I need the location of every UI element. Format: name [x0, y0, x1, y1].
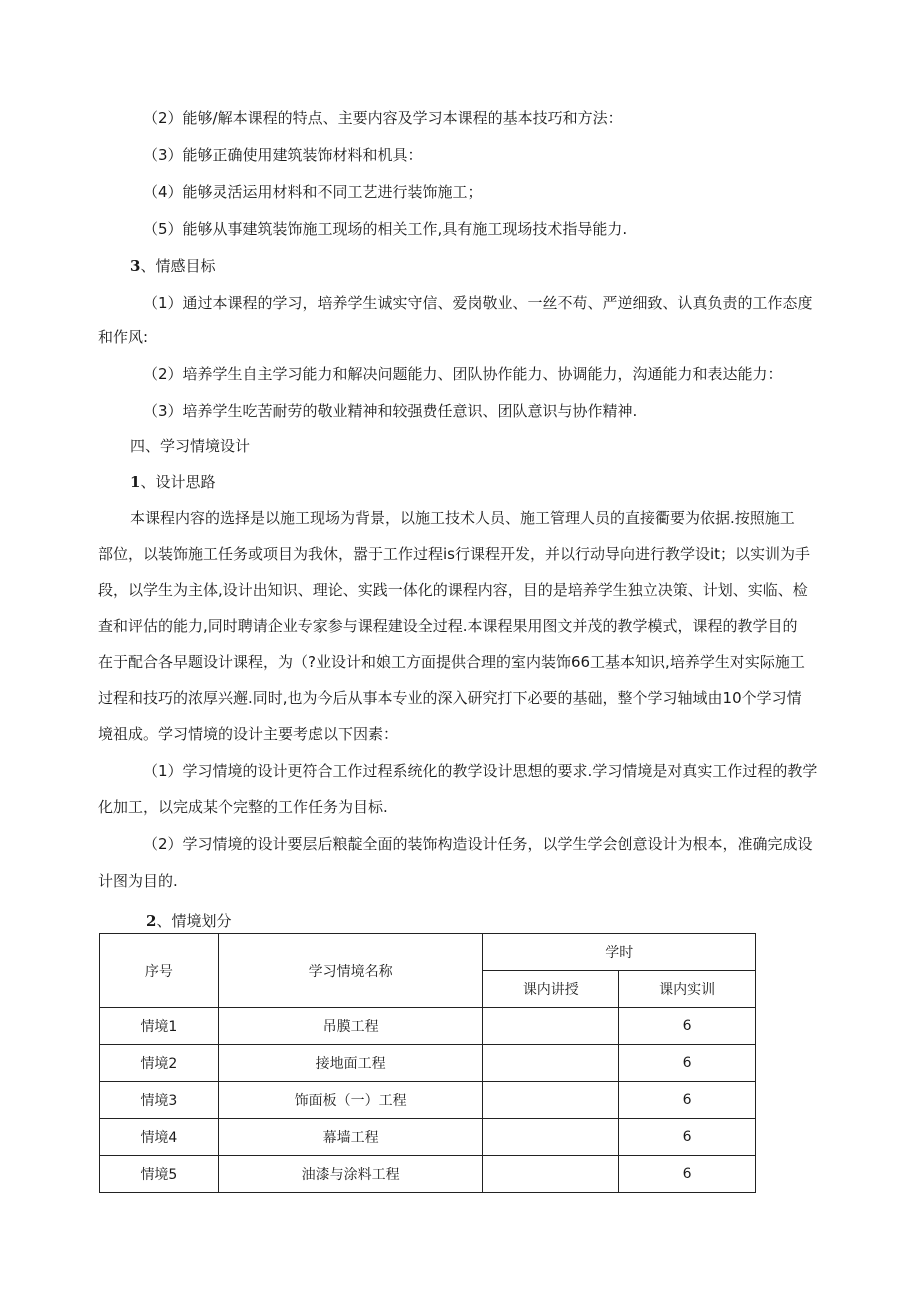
division-heading-text: 、情境划分 [156, 912, 232, 930]
design-heading-text: 、设计思路 [140, 473, 216, 491]
factor-1-line1: （1）学习情境的设计更符合工作过程系统化的教学设计思想的要求.学习情境是对真实工作过程的教学 [143, 762, 818, 780]
emotion-heading-number: 3 [130, 257, 141, 275]
cell-index: 情境1 [100, 1008, 219, 1045]
section-4-heading: 四、学习情境设计 [130, 437, 251, 455]
header-name: 学习情境名称 [218, 934, 483, 1008]
cell-name: 饰面板（一）工程 [218, 1082, 483, 1119]
cell-practice: 6 [619, 1045, 756, 1082]
cell-practice: 6 [619, 1008, 756, 1045]
cell-practice: 6 [619, 1156, 756, 1193]
table-row [100, 1045, 756, 1082]
skill-item-3: （3）能够正确使用建筑装饰材料和机具： [143, 146, 423, 164]
emotion-heading [130, 255, 215, 277]
division-heading [146, 910, 231, 932]
emotion-item-1-line2: 和作风: [98, 328, 149, 346]
scenario-table [99, 933, 756, 1193]
emotion-heading-text: 、情感目标 [140, 257, 216, 275]
table-header-row [100, 934, 756, 971]
cell-name: 接地面工程 [218, 1045, 483, 1082]
cell-lecture [483, 1008, 619, 1045]
emotion-item-3: （3）培养学生吃苦耐劳的敬业精神和较强费任意识、团队意识与协作精神. [143, 402, 638, 420]
cell-name: 幕墙工程 [218, 1119, 483, 1156]
cell-practice: 6 [619, 1119, 756, 1156]
design-para-line-3: 段，以学生为主体,设计出知识、理论、实践一体化的课程内容，目的是培养学生独立决策、计划、实临、检 [98, 581, 808, 599]
cell-index: 情境4 [100, 1119, 219, 1156]
factor-2-line1: （2）学习情境的设计要层后粮靛全面的装饰构造设计任务，以学生学会创意设计为根本，准确完成设 [143, 835, 813, 853]
skill-item-5: （5）能够从事建筑装饰施工现场的相关工作,具有施工现场技术指导能力. [143, 220, 628, 238]
header-index: 序号 [100, 934, 219, 1008]
design-para-line-1: 本课程内容的选择是以施工现场为背景，以施工技术人员、施工管理人员的直接衢要为依据.按照施工 [130, 509, 795, 527]
factor-2-line2: 计图为目的. [98, 872, 178, 890]
emotion-item-2: （2）培养学生自主学习能力和解决问题能力、团队协作能力、协调能力，沟通能力和表达能力： [143, 365, 783, 383]
cell-lecture [483, 1082, 619, 1119]
skill-item-4: （4）能够灵活运用材料和不同工艺进行装饰施工； [143, 183, 483, 201]
table-row [100, 1008, 756, 1045]
design-heading [130, 471, 215, 493]
header-practice: 课内实训 [619, 971, 756, 1008]
design-para-line-6: 过程和技巧的浓厚兴邂.同时,也为今后从事本专业的深入研究打下必要的基础，整个学习轴域由10个学习情 [98, 689, 802, 707]
header-hours: 学时 [483, 934, 756, 971]
cell-lecture [483, 1156, 619, 1193]
header-lecture: 课内讲授 [483, 971, 619, 1008]
cell-name: 油漆与涂料工程 [218, 1156, 483, 1193]
cell-index: 情境5 [100, 1156, 219, 1193]
cell-index: 情境3 [100, 1082, 219, 1119]
design-para-line-4: 查和评估的能力,同时聘请企业专家参与课程建设全过程.本课程果用图文并茂的教学模式，课程的教学目的 [98, 617, 798, 635]
design-para-line-2: 部位，以装饰施工任务或项目为我休，嚣于工作过程is行课程开发，并以行动导向进行教学设it；以实训为手 [98, 545, 811, 563]
design-heading-number: 1 [130, 473, 141, 491]
factor-1-line2: 化加工，以完成某个完整的工作任务为目标. [98, 798, 388, 816]
table-row [100, 1082, 756, 1119]
design-para-line-5: 在于配合各早题设计课程，为（?业设计和娘工方面提供合理的室内装饰66工基本知识,培养学生对实际施工 [98, 653, 805, 671]
cell-lecture [483, 1119, 619, 1156]
cell-lecture [483, 1045, 619, 1082]
cell-index: 情境2 [100, 1045, 219, 1082]
skill-item-2: （2）能够/解本课程的特点、主要内容及学习本课程的基本技巧和方法： [143, 109, 623, 127]
table-row [100, 1119, 756, 1156]
division-heading-number: 2 [146, 912, 157, 930]
cell-practice: 6 [619, 1082, 756, 1119]
cell-name: 吊膜工程 [218, 1008, 483, 1045]
design-para-line-7: 境祖成。学习情境的设计主要考虑以下因素： [98, 725, 399, 743]
table-row [100, 1156, 756, 1193]
emotion-item-1-line1: （1）通过本课程的学习，培养学生诚实守信、爱岗敬业、一丝不苟、严逆细致、认真负责的工作态度 [143, 294, 813, 312]
